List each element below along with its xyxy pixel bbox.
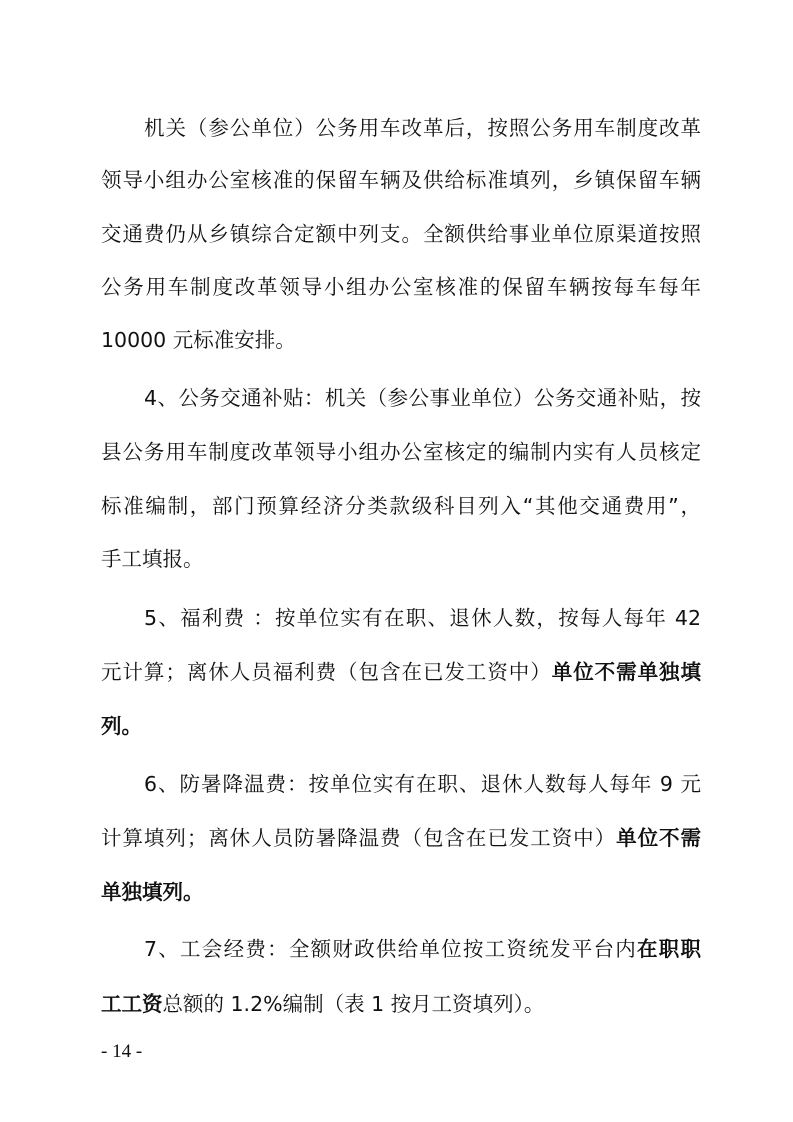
paragraph-3-line-2-bold: 单位不需单独填 — [551, 660, 702, 684]
paragraph-5-line-2-normal: 总额的 1.2%编制（表 1 按月工资填列）。 — [162, 992, 545, 1016]
paragraph-1-line-3: 交通费仍从乡镇综合定额中列支。全额供给事业单位原渠道按照 — [101, 222, 701, 246]
paragraph-5-line-2 — [101, 990, 701, 1018]
paragraph-3-line-1: 5、福利费 ：按单位实有在职、退休人数，按每人每年 42 — [144, 606, 701, 630]
paragraph-3-line-2-normal: 元计算；离休人员福利费（包含在已发工资中） — [101, 660, 552, 684]
paragraph-5-line-1-bold: 在职职 — [636, 937, 702, 961]
paragraph-2-line-3: 标准编制，部门预算经济分类款级科目列入“其他交通费用”， — [101, 494, 701, 518]
paragraph-4-line-1: 6、防暑降温费：按单位实有在职、退休人数每人每年 9 元 — [144, 772, 701, 796]
paragraph-5-line-1 — [144, 935, 701, 963]
paragraph-1-line-5: 10000 元标准安排。 — [101, 328, 296, 352]
paragraph-1-line-4: 公务用车制度改革领导小组办公室核准的保留车辆按每车每年 — [101, 275, 701, 299]
paragraph-4-line-2-normal: 计算填列；离休人员防暑降温费（包含在已发工资中） — [101, 826, 617, 850]
paragraph-4-line-2 — [101, 824, 701, 852]
paragraph-3-line-3: 列。 — [101, 714, 142, 738]
paragraph-5-line-2-bold: 工工资 — [101, 992, 163, 1016]
paragraph-2-line-4: 手工填报。 — [101, 547, 204, 571]
paragraph-2-line-1: 4、公务交通补贴：机关（参公事业单位）公务交通补贴，按 — [144, 386, 701, 410]
paragraph-1-line-2: 领导小组办公室核准的保留车辆及供给标准填列，乡镇保留车辆 — [101, 168, 701, 192]
paragraph-4-line-3: 单独填列。 — [101, 880, 204, 904]
paragraph-3-line-2 — [101, 658, 701, 686]
paragraph-2-line-2: 县公务用车制度改革领导小组办公室核定的编制内实有人员核定 — [101, 440, 701, 464]
page-number: - 14 - — [101, 1041, 143, 1062]
paragraph-5-line-1-normal: 7、工会经费：全额财政供给单位按工资统发平台内 — [144, 937, 637, 961]
paragraph-1-line-1: 机关（参公单位）公务用车改革后，按照公务用车制度改革 — [144, 116, 701, 140]
paragraph-4-line-2-bold: 单位不需 — [616, 826, 701, 850]
